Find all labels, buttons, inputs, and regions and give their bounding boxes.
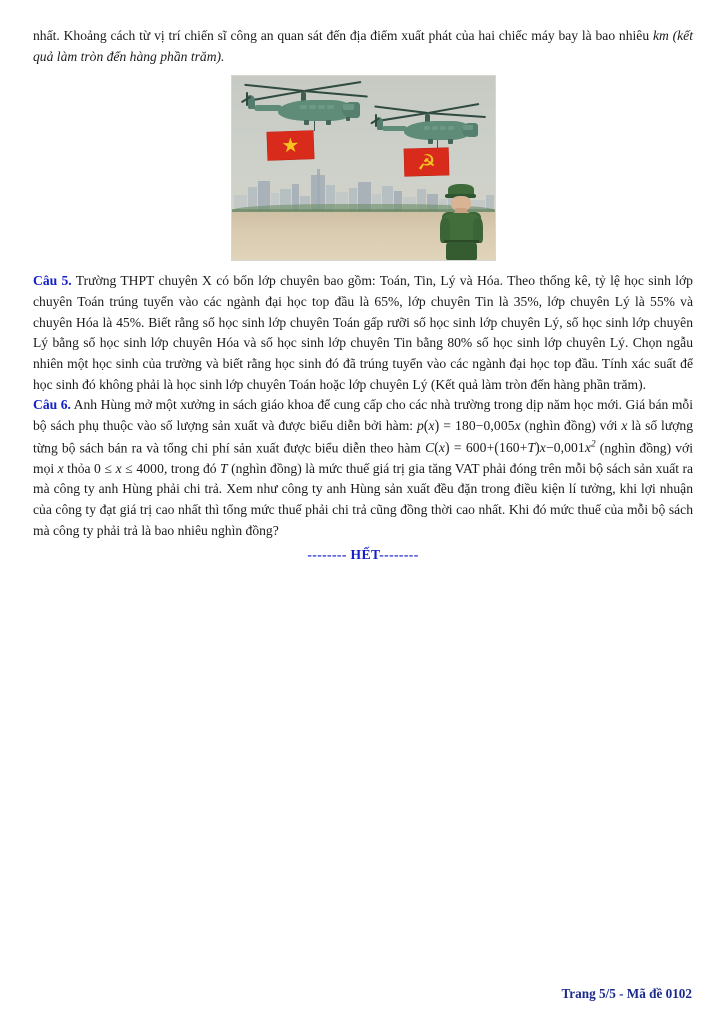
yellow-star-icon: ★ — [280, 135, 300, 158]
page-footer: Trang 5/5 - Mã đề 0102 — [561, 986, 692, 1001]
cau-6-text-part4: (nghìn đồng) với mọi — [33, 440, 693, 476]
unit-km: km — [652, 28, 669, 43]
end-marker: -------- HẾT-------- — [307, 547, 419, 563]
rounding-note: (kết quả làm tròn đến hàng phần trăm). — [33, 28, 693, 64]
var-T: T — [220, 460, 228, 476]
cau-6-text-part5: thỏa — [63, 460, 95, 476]
cau-6-label: Câu 6. — [33, 397, 71, 413]
domain-constraint: 0 ≤ x ≤ 4000 — [94, 460, 164, 476]
cau-5-label: Câu 5. — [33, 273, 72, 289]
vietnam-national-flag — [266, 131, 314, 162]
formula-price: p(x) = 180−0,005x — [416, 416, 521, 435]
cau-6-text-part1: Anh Hùng mở một xưởng in sách giáo khoa để cung cấp cho các nhà trường trong dịp năm học mới. Giá bán mỗi bộ sách phụ thuộc vào số lượng sản xuất và được biểu diễn bởi hàm: — [33, 397, 693, 433]
cau-6-text-part3: là số lượng từng bộ sách bán ra và tổng chi phí sản xuất được biểu diễn theo hàm — [33, 417, 693, 456]
cau-6-text-part6: , trong đó — [163, 460, 220, 476]
page-content — [33, 26, 693, 563]
formula-cost: $C(x) = 600+(160+T)x-0,001x^2$ — [425, 438, 596, 457]
hammer-and-sickle-icon: ☭ — [416, 150, 436, 175]
cau-6-text-part2: (nghìn đồng) với — [520, 417, 622, 433]
soldier-observer — [436, 184, 488, 260]
question-cau-6 — [33, 395, 693, 541]
var-x-1: x — [621, 417, 628, 433]
question-cau-5 — [33, 271, 693, 395]
cau-6-text-part7: (nghìn đồng) là mức thuế giá trị gia tăng VAT phải đóng trên mỗi bộ sách sản xuất ra mà công ty anh Hùng phải chi trả. Xem như công ty anh Hùng sản xuất đều đặn trong điều kiện lí tưởng, khi lợi nhuận của công ty đạt giá trị cao nhất thì tổng mức thuế phải chi trả cũng đồng thời cao nhất. Khi đó mức thuế của mỗi bộ sách mà công ty phải trả là bao nhiêu nghìn đồng? — [33, 460, 694, 538]
carryover-line1: nhất. Khoảng cách từ vị trí chiến sĩ công an quan sát đến địa điểm xuất phát của hai chiếc máy bay là bao nhiêu — [33, 28, 650, 43]
carryover-paragraph — [33, 26, 693, 67]
communist-party-flag — [403, 148, 449, 177]
figure-wrapper — [33, 75, 693, 261]
cau-5-text: Trường THPT chuyên X có bốn lớp chuyên bao gồm: Toán, Tin, Lý và Hóa. Theo thống kê, tỷ lệ học sinh lớp chuyên Toán trúng tuyển vào các ngành đại học top đầu là 65%, lớp chuyên Tin là 35%, lớp chuyên Lý là 55% và chuyên Hóa là 45%. Biết rằng số học sinh lớp chuyên Toán gấp rưỡi số học sinh lớp chuyên Lý, số học sinh lớp chuyên Lý bằng số học sinh lớp chuyên Hóa và số học sinh lớp chuyên Tin bằng 80% số học sinh lớp chuyên Lý. Chọn ngẫu nhiên một học sinh của trường và biết rằng học sinh đó đã trúng tuyển vào các ngành đại học top đầu. Tính xác suất để học sinh đó không phải là học sinh lớp chuyên Toán hoặc lớp chuyên Lý (Kết quả làm tròn đến hàng phần trăm). — [33, 273, 693, 392]
helicopter-illustration — [231, 75, 496, 261]
var-x-2: x — [57, 460, 64, 476]
